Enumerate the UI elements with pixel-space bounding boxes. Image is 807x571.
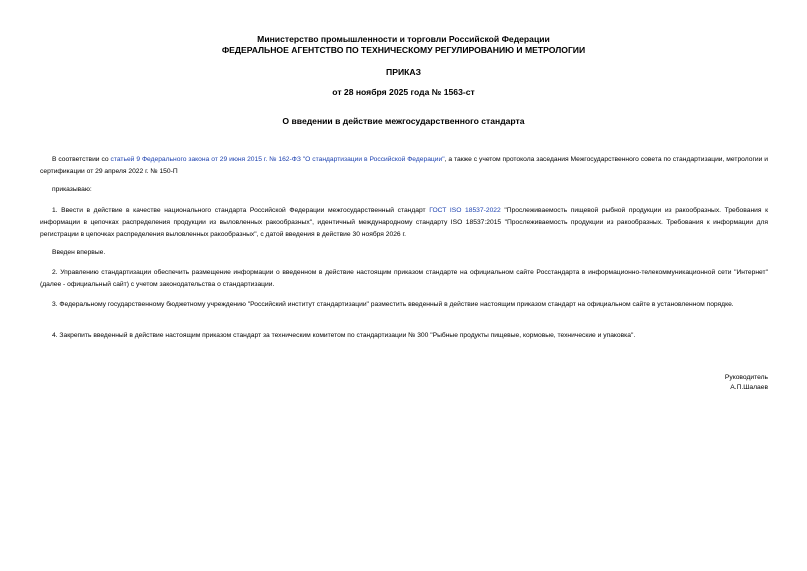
introduced-first-text: Введен впервые. [52,249,106,256]
agency-name: ФЕДЕРАЛЬНОЕ АГЕНТСТВО ПО ТЕХНИЧЕСКОМУ РЕГУЛИРОВАНИЮ И МЕТРОЛОГИИ [221,45,586,55]
paragraph-order-word [40,184,768,196]
paragraph-item-4 [40,330,768,342]
item-1-text: 1. Ввести в действие в качестве национального стандарта Российской Федерации межгосударственный стандарт [52,207,430,214]
doc-title: О введении в действие межгосударственного стандарта [282,116,525,126]
doc-date-number: от 28 ноября 2025 года № 1563-ст [332,87,475,97]
paragraph-item-2 [40,267,768,291]
law-link[interactable]: статьей 9 Федерального закона от 29 июня 2015 г. № 162-ФЗ "О стандартизации в Российской Федерации" [110,156,445,163]
preamble-text: В соответствии со [52,156,111,163]
item-4-text: 4. Закрепить введенный в действие настоящим приказом стандарт за техническим комитетом по стандартизации № 300 "Рыбные продукты пищевые, кормовые, технические и упаковка". [52,332,636,339]
signature-position: Руководитель [724,374,768,381]
order-word: приказываю: [52,186,92,193]
item-1-text-cont: "Прослеживаемость пищевой рыбной продукции из ракообразных. Требования к информации в цепочках распределения продукции из выловленных ракообразных", идентичный международному стандарту ISO 18537:2015 "Прослеживаемость продукции из ракообразных. Требования к информации для регистрации в цепочках распределения выловленных ракообразных", с датой введения в действие 30 ноября 2026 г. [40,207,769,238]
signature-name: А.П.Шалаев [730,384,768,391]
paragraph-preamble [40,154,768,178]
paragraph-item-3 [40,299,768,311]
item-2-text: 2. Управлению стандартизации обеспечить размещение информации о введенном в действие настоящим приказом стандарте на официальном сайте Росстандарта в информационно-телекоммуникационной сети "Интернет" (далее - официальный сайт) с учетом законодательства о стандартизации. [40,269,768,288]
item-3-text: 3. Федеральному государственному бюджетному учреждению "Российский институт стандартизации" разместить введенный в действие настоящим приказом стандарт на официальном сайте в установленном порядке. [52,301,734,308]
doc-type: ПРИКАЗ [386,67,421,77]
ministry-name: Министерство промышленности и торговли Российской Федерации [257,34,550,44]
paragraph-introduced-first [40,247,768,259]
gost-link[interactable]: ГОСТ ISO 18537-2022 [429,207,501,214]
preamble-text-cont: , а также с учетом протокола заседания Межгосударственного совета по стандартизации, метрологии и сертификации от 29 апреля 2022 г. № 150-П [40,156,769,175]
paragraph-item-1 [40,205,768,241]
